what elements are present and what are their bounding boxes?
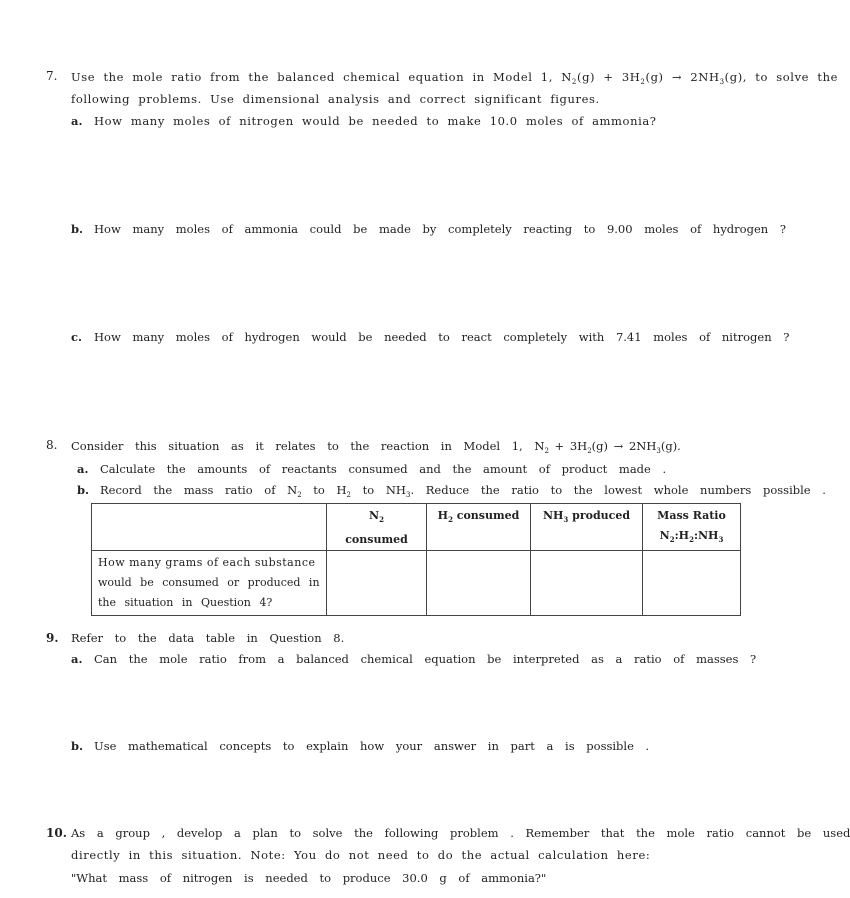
q8-number: 8. — [46, 438, 58, 452]
q9-a-question: Can the mole ratio from a balanced chemical equation be interpreted as a ratio of masses ? — [94, 652, 757, 666]
q7-number: 7. — [46, 69, 58, 83]
q8-a-label: a. — [77, 462, 89, 476]
q7-stem-text: Use the mole ratio from the balanced chemical equation in Model 1, — [71, 70, 553, 84]
q7-c-question: How many moles of hydrogen would be needed to react completely with 7.41 moles of nitrogen ? — [94, 330, 790, 344]
q8-a-question: Calculate the amounts of reactants consumed and the amount of product made . — [100, 462, 667, 476]
q10-problem: "What mass of nitrogen is needed to produce 30.0 g of ammonia?" — [71, 871, 547, 885]
table-cell-h2-answer[interactable] — [427, 551, 531, 616]
q9-a-label: a. — [71, 652, 83, 666]
q10-stem-line1: As a group , develop a plan to solve the following problem . Remember that the mole ratio cannot be used — [71, 826, 850, 840]
q10-stem-line2: directly in this situation. Note: You do not need to do the actual calculation here: — [71, 848, 651, 862]
mass-ratio-table — [91, 503, 741, 616]
q8-b-question: Record the mass ratio of $N_2$ to $H_2$ to $NH_3$. Reduce the ratio to the lowest whole numbers possible . — [100, 483, 826, 499]
table-header-mass-ratio: Mass Ratio $N_2:H_2:NH_3$ — [643, 504, 741, 551]
q7-stem-line2: following problems. Use dimensional analysis and correct significant figures. — [71, 92, 600, 106]
q8-b-label: b. — [77, 483, 90, 497]
table-header-row — [92, 504, 741, 551]
q7-b-question: How many moles of ammonia could be made by completely reacting to 9.00 moles of hydrogen ? — [94, 222, 786, 236]
table-header-blank — [92, 504, 327, 551]
q7-c-label: c. — [71, 330, 83, 344]
q9-b-question: Use mathematical concepts to explain how your answer in part a is possible . — [94, 739, 650, 753]
table-header-h2: $H_2$ consumed — [427, 504, 531, 551]
q9-stem: Refer to the data table in Question 8. — [71, 631, 345, 645]
table-row — [92, 551, 741, 616]
table-header-nh3: $NH_3$ produced — [531, 504, 643, 551]
q9-b-label: b. — [71, 739, 84, 753]
table-cell-nh3-answer[interactable] — [531, 551, 643, 616]
table-cell-ratio-answer[interactable] — [643, 551, 741, 616]
q7-stem-line1 — [71, 70, 838, 86]
q8-stem-line1 — [71, 439, 681, 455]
q7-b-label: b. — [71, 222, 84, 236]
q7-a-label: a. — [71, 114, 83, 128]
q9-number: 9. — [46, 631, 59, 645]
q10-number: 10. — [46, 826, 67, 840]
table-cell-n2-answer[interactable] — [327, 551, 427, 616]
q7-equation: $N_2(g) + 3H_2(g) \to 2NH_3(g)$, to solve the — [561, 70, 838, 86]
table-header-n2: $N_2$ consumed — [327, 504, 427, 551]
q8-stem-text: Consider this situation as it relates to the reaction in Model 1, — [71, 439, 523, 453]
table-row-label: How many grams of each substance would be consumed or produced in the situation in Question 4? — [92, 551, 327, 616]
q7-a-question: How many moles of nitrogen would be needed to make 10.0 moles of ammonia? — [94, 114, 657, 128]
q8-equation: $N_2 + 3H_2(g) \to 2NH_3(g)$. — [534, 439, 681, 455]
